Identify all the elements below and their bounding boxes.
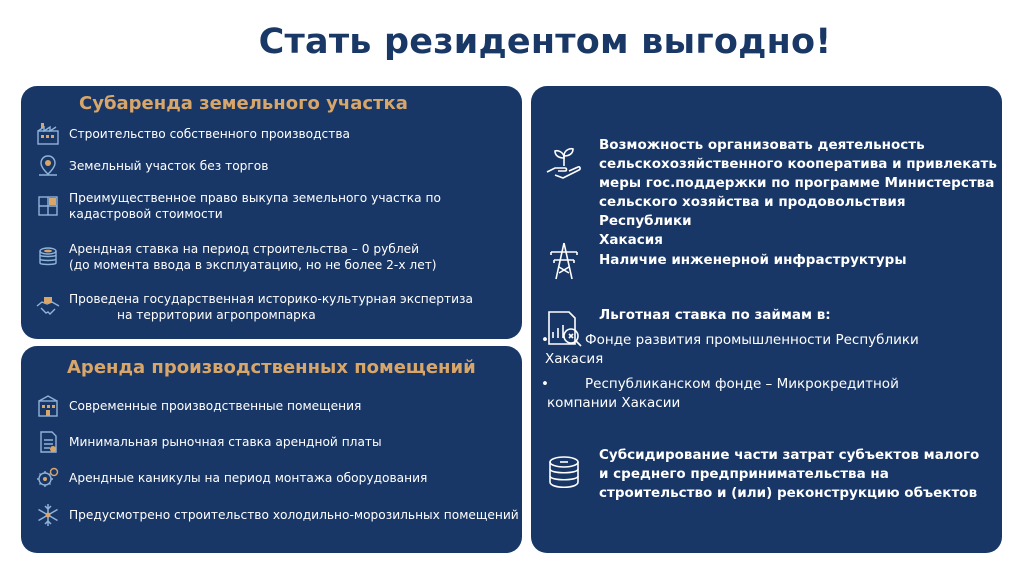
rent-item-label: Минимальная рыночная ставка арендной платы	[69, 435, 382, 449]
land-sublease-panel	[21, 86, 522, 339]
land-item-label: Преимущественное право выкупа земельного участка по кадастровой стоимости	[69, 191, 441, 221]
benefit-loans	[541, 306, 919, 413]
money-coins-icon	[541, 450, 587, 496]
land-item-label: Земельный участок без торгов	[69, 159, 269, 173]
benefit-cooperative-text: Возможность организовать деятельность сельскохозяйственного кооператива и привлекать меры гос.поддержки по программе Министерства сельского хозяйства и продовольствия Республики Хакасия	[599, 137, 997, 248]
rent-item-modern-premises	[33, 391, 361, 421]
land-item-zero-rent	[33, 241, 437, 273]
benefit-infrastructure	[541, 238, 907, 284]
coins-stack-icon	[33, 242, 63, 272]
rent-item-holidays	[33, 463, 427, 493]
rent-item-label: Арендные каникулы на период монтажа оборудования	[69, 471, 428, 485]
land-sublease-heading: Субаренда земельного участка	[79, 93, 408, 114]
land-item-no-auction	[33, 151, 268, 181]
land-item-label: Строительство собственного производства	[69, 127, 350, 141]
rent-item-label: Предусмотрено строительство холодильно-морозильных помещений	[69, 508, 519, 522]
loans-heading: Льготная ставка по займам в:	[599, 307, 831, 323]
land-item-own-production	[33, 119, 350, 149]
power-tower-icon	[541, 238, 587, 284]
rent-item-label: Современные производственные помещения	[69, 399, 362, 413]
loan-fund-industry: • Фонде развития промышленности Республики	[541, 332, 919, 348]
premises-rent-heading: Аренда производственных помещений	[67, 357, 476, 378]
location-pin-icon	[33, 151, 63, 181]
land-item-label: Проведена государственная историко-культурная экспертиза на территории агропромпарка	[69, 292, 473, 322]
document-icon	[33, 427, 63, 457]
gears-icon	[33, 463, 63, 493]
benefits-panel	[531, 86, 1002, 553]
loan-fund-microcredit: • Республиканском фонде – Микрокредитной	[541, 376, 899, 392]
land-plot-icon	[33, 191, 63, 221]
plant-hand-icon	[541, 140, 587, 186]
rent-item-min-rate	[33, 427, 382, 457]
rent-item-cold-storage	[33, 500, 519, 530]
handshake-icon	[33, 292, 63, 322]
land-item-buyout-right	[33, 190, 441, 222]
benefit-subsidy	[541, 446, 979, 503]
benefit-loans-text: Льготная ставка по займам в: • Фонде развития промышленности Республики Хакасия • Республиканском фонде – Микрокредитной компании Хакасии	[541, 307, 919, 411]
factory-icon	[33, 119, 63, 149]
page-title: Стать резидентом выгодно!	[258, 22, 832, 62]
benefit-subsidy-text: Субсидирование части затрат субъектов малого и среднего предпринимательства на строительство и (или) реконструкцию объектов	[599, 447, 980, 501]
snowflake-icon	[33, 500, 63, 530]
building-icon	[33, 391, 63, 421]
benefit-cooperative	[541, 136, 1002, 250]
benefit-infrastructure-text: Наличие инженерной инфраструктуры	[599, 252, 907, 268]
land-item-expertise	[33, 291, 473, 323]
land-item-label: Арендная ставка на период строительства – 0 рублей (до момента ввода в эксплуатацию, но не более 2-х лет)	[69, 242, 437, 272]
premises-rent-panel	[21, 346, 522, 553]
